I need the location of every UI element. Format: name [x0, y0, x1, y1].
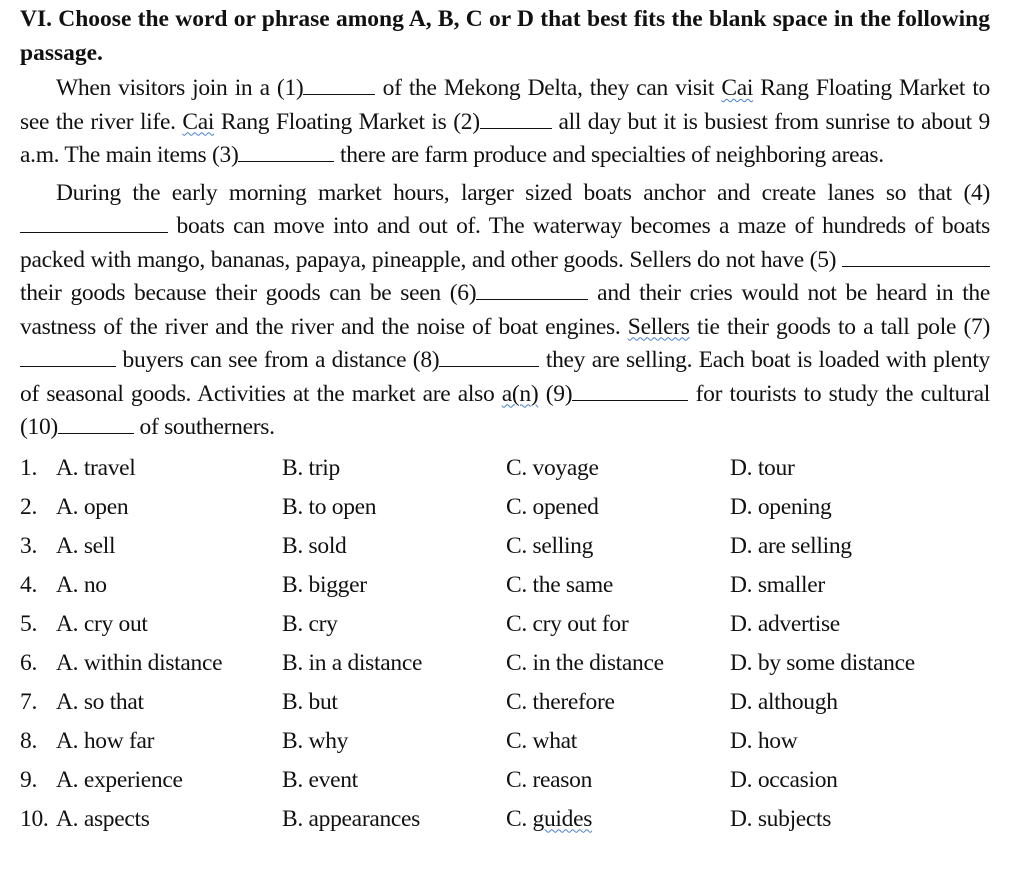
option-d: D. by some distance — [730, 649, 915, 676]
passage-text: there are farm produce and specialties of neighboring areas. — [334, 142, 884, 168]
blank-10 — [58, 413, 134, 434]
blank-8 — [439, 346, 539, 367]
option-b: B. sold — [282, 532, 347, 559]
question-row — [20, 722, 990, 761]
question-number: 3. — [20, 532, 38, 559]
option-a: A. experience — [56, 766, 183, 793]
blank-4 — [20, 212, 168, 233]
option-a: A. within distance — [56, 649, 223, 676]
passage-text: boats can move into and out of. The waterway becomes a maze of hundreds of boats packed with mango, bananas, papaya, pineapple, and other goods. Sellers do not have (5) — [20, 213, 990, 273]
option-d: D. how — [730, 727, 798, 754]
option-c: C. cry out for — [506, 610, 629, 637]
spellcheck-word: Sellers — [627, 313, 690, 340]
option-a: A. so that — [56, 688, 144, 715]
option-c: C. reason — [506, 766, 593, 793]
question-number: 9. — [20, 766, 38, 793]
passage-paragraph-1 — [20, 72, 990, 173]
option-a: A. sell — [56, 532, 116, 559]
passage-text: of the Mekong Delta, they can visit — [375, 75, 722, 101]
passage-text: buyers can see from a distance (8) — [116, 347, 440, 373]
passage-text: tie their goods to a tall pole (7) — [689, 313, 990, 340]
passage-text: During the early morning market hours, larger sized boats anchor and create lanes so that (4) — [56, 179, 990, 206]
option-d: D. are selling — [730, 532, 852, 559]
passage-text: and their cries would not be heard in the vastness of the river and the river and the noise of boat engines. — [20, 280, 991, 340]
question-number: 2. — [20, 493, 38, 520]
option-c: C. opened — [506, 493, 599, 520]
option-b: B. but — [282, 688, 338, 715]
spellcheck-word: Cai — [721, 75, 754, 101]
question-row — [20, 566, 990, 605]
question-row — [20, 800, 990, 839]
spellcheck-word: Cai — [182, 108, 215, 135]
question-number: 8. — [20, 727, 38, 754]
option-d: D. occasion — [730, 766, 838, 793]
passage-text: When visitors join in a (1) — [56, 75, 304, 101]
passage-text: of southerners. — [133, 414, 275, 440]
passage-text: they are selling. Each boat is loaded with plenty of seasonal goods. Activities at the market are also — [20, 347, 990, 407]
option-c: C. therefore — [506, 688, 615, 715]
option-a: A. no — [56, 571, 107, 598]
option-b: B. event — [282, 766, 358, 793]
option-b: B. cry — [282, 610, 338, 637]
option-d: D. advertise — [730, 610, 840, 637]
question-row — [20, 449, 990, 488]
question-number: 10. — [20, 805, 49, 832]
option-a: A. aspects — [56, 805, 150, 832]
question-row — [20, 644, 990, 683]
option-d: D. smaller — [730, 571, 825, 598]
question-row — [20, 488, 990, 527]
blank-3 — [238, 141, 334, 162]
question-row — [20, 683, 990, 722]
option-c: C. guides — [506, 805, 593, 832]
option-a: A. cry out — [56, 610, 148, 637]
passage-text: Rang Floating Market is (2) — [214, 108, 480, 135]
option-d: D. opening — [730, 493, 832, 520]
question-number: 6. — [20, 649, 38, 676]
option-b: B. to open — [282, 493, 377, 520]
option-c: C. voyage — [506, 454, 599, 481]
question-row — [20, 527, 990, 566]
blank-9 — [572, 380, 688, 401]
option-b: B. in a distance — [282, 649, 423, 676]
option-a: A. open — [56, 493, 129, 520]
question-number: 7. — [20, 688, 38, 715]
option-a: A. how far — [56, 727, 155, 754]
blank-6 — [476, 279, 588, 300]
blank-1 — [303, 74, 375, 95]
question-number: 5. — [20, 610, 38, 637]
option-d: D. tour — [730, 454, 795, 481]
option-d: D. subjects — [730, 805, 832, 832]
blank-7 — [20, 346, 116, 367]
question-number: 1. — [20, 454, 38, 481]
passage-text: Rang Floating Market to see the river life. — [20, 75, 990, 135]
answer-options — [20, 449, 990, 839]
question-row — [20, 761, 990, 800]
option-b: B. trip — [282, 454, 340, 481]
exercise-instruction: VI. Choose the word or phrase among A, B, C or D that best fits the blank space in the following passage. — [20, 6, 990, 66]
option-b: B. why — [282, 727, 349, 754]
option-c: C. selling — [506, 532, 594, 559]
passage-text: (9) — [538, 380, 573, 407]
option-d: D. although — [730, 688, 838, 715]
passage-text: their goods because their goods can be seen (6) — [20, 280, 477, 306]
option-c: C. in the distance — [506, 649, 664, 676]
option-a: A. travel — [56, 454, 136, 481]
blank-5 — [842, 246, 990, 267]
option-c: C. the same — [506, 571, 613, 598]
question-number: 4. — [20, 571, 38, 598]
passage-text: for tourists to study the cultural (10) — [20, 380, 991, 440]
passage-text: all day but it is busiest from sunrise to about 9 a.m. The main items (3) — [20, 108, 990, 168]
question-row — [20, 605, 990, 644]
option-b: B. bigger — [282, 571, 367, 598]
option-b: B. appearances — [282, 805, 421, 832]
passage-paragraph-2 — [20, 177, 990, 445]
option-c: C. what — [506, 727, 578, 754]
blank-2 — [480, 108, 552, 129]
spellcheck-word: a(n) — [501, 380, 539, 407]
